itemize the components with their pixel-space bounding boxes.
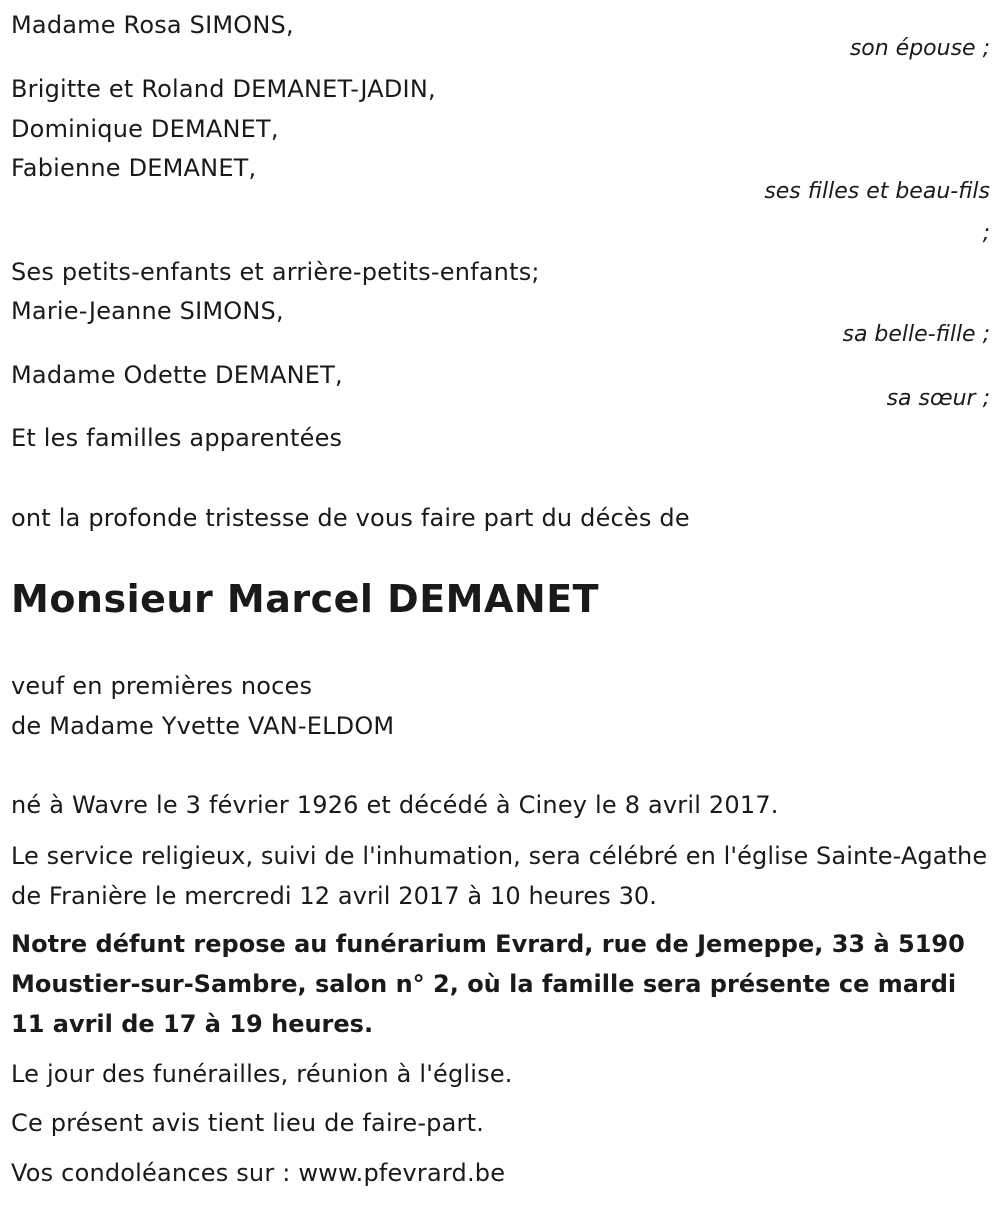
family-member-sister: Madame Odette DEMANET,	[11, 361, 343, 389]
relation-daughters: ses filles et beau-fils	[764, 179, 990, 204]
relation-daughter-in-law: sa belle-fille ;	[842, 322, 990, 347]
widower-line-1: veuf en premières noces	[11, 672, 313, 700]
family-member-daughter-1: Brigitte et Roland DEMANET-JADIN,	[11, 75, 436, 103]
deceased-name: Monsieur Marcel DEMANET	[11, 577, 600, 621]
family-member-daughter-3: Fabienne DEMANET,	[11, 154, 257, 182]
notice-text: Ce présent avis tient lieu de faire-part.	[11, 1109, 485, 1137]
relation-spouse: son épouse ;	[849, 36, 990, 61]
birth-death-text: né à Wavre le 3 février 1926 et décédé à Ciney le 8 avril 2017.	[11, 791, 779, 819]
funeral-home-text: Notre défunt repose au funérarium Evrard, rue de Jemeppe, 33 à 5190 Moustier-sur-Sambre, salon n° 2, où la famille sera présente ce mardi 11 avril de 17 à 19 heures.	[11, 930, 965, 1038]
family-member-daughter-2: Dominique DEMANET,	[11, 115, 279, 143]
service-text: Le service religieux, suivi de l'inhumation, sera célébré en l'église Sainte-Agathe de Franière le mercredi 12 avril 2017 à 10 heures 30.	[11, 842, 988, 910]
meeting-text: Le jour des funérailles, réunion à l'église.	[11, 1060, 513, 1088]
family-grandchildren: Ses petits-enfants et arrière-petits-enfants;	[11, 258, 540, 286]
relation-sister: sa sœur ;	[886, 386, 990, 411]
family-related: Et les familles apparentées	[11, 424, 343, 452]
widower-line-2: de Madame Yvette VAN-ELDOM	[11, 712, 395, 740]
family-member-spouse: Madame Rosa SIMONS,	[11, 11, 294, 39]
announcement-text: ont la profonde tristesse de vous faire part du décès de	[11, 504, 690, 532]
family-member-daughter-in-law: Marie-Jeanne SIMONS,	[11, 297, 284, 325]
condolences-text: Vos condoléances sur : www.pfevrard.be	[11, 1159, 506, 1187]
relation-daughters-punct: ;	[982, 221, 990, 246]
